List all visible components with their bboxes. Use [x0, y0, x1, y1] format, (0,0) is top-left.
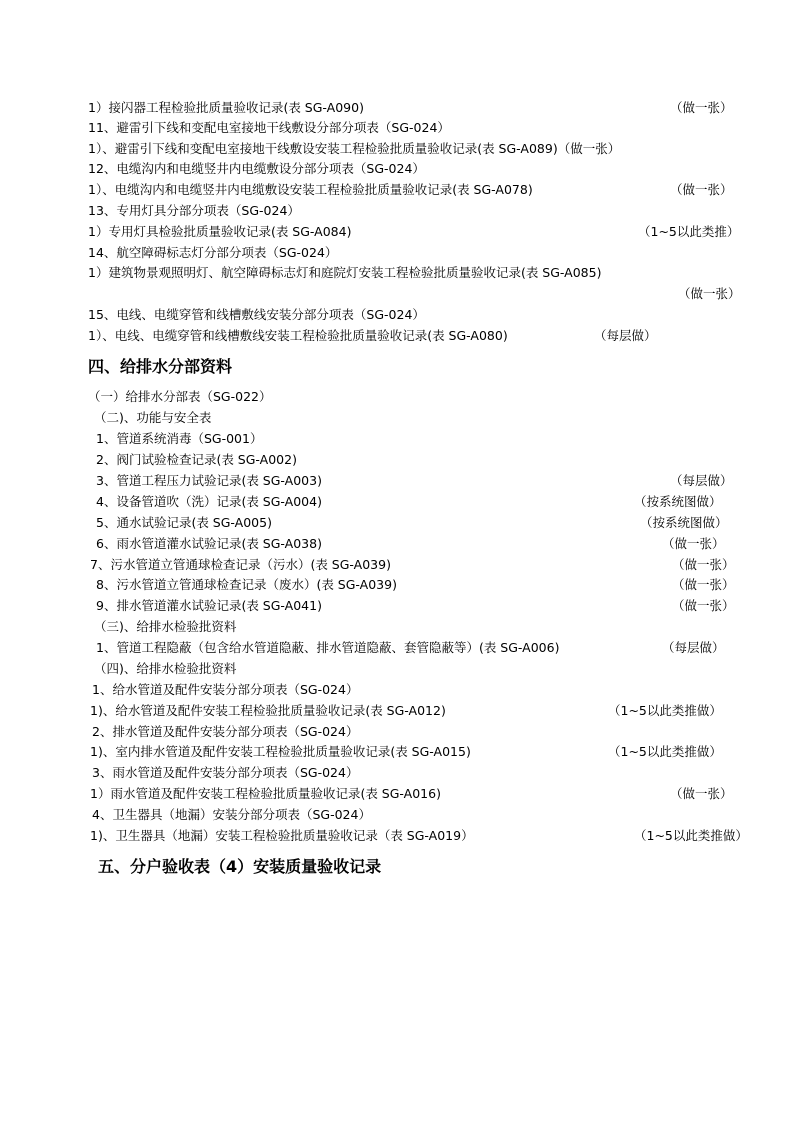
list-item: 1）接闪器工程检验批质量验收记录(表 SG-A090) [88, 100, 364, 115]
section-heading: 五、分户验收表（4）安装质量验收记录 [98, 857, 382, 876]
item-note: （做一张） [672, 598, 735, 613]
item-note: （做一张） [670, 100, 733, 115]
list-item: 3、管道工程压力试验记录(表 SG-A003) [96, 473, 322, 488]
subsection-title: 11、避雷引下线和变配电室接地干线敷设分部分项表（SG-024） [88, 120, 450, 135]
list-item: 1）建筑物景观照明灯、航空障碍标志灯和庭院灯安装工程检验批质量验收记录(表 SG-A085) [88, 265, 602, 280]
list-item: 1、管道系统消毒（SG-001） [96, 431, 263, 446]
item-note: （做一张） [662, 536, 725, 551]
item-note: （做一张） [678, 286, 741, 301]
subsection-title: 15、电线、电缆穿管和线槽敷线安装分部分项表（SG-024） [88, 307, 425, 322]
list-item: 1）、电缆沟内和电缆竖井内电缆敷设安装工程检验批质量验收记录(表 SG-A078) [88, 182, 533, 197]
item-note: （按系统图做） [640, 515, 728, 530]
item-note: （做一张） [672, 577, 735, 592]
list-item: 1)、室内排水管道及配件安装工程检验批质量验收记录(表 SG-A015) [90, 744, 471, 759]
item-note: （1~5以此类推做） [634, 828, 748, 843]
list-item: 1)、给水管道及配件安装工程检验批质量验收记录(表 SG-A012) [90, 703, 446, 718]
subsection-title: （四)、给排水检验批资料 [94, 661, 237, 676]
subsection-title: （一）给排水分部表（SG-022） [88, 389, 272, 404]
item-note: （1~5以此类推） [638, 224, 740, 239]
list-item: 2、阀门试验检查记录(表 SG-A002) [96, 452, 297, 467]
list-item: 8、污水管道立管通球检查记录（废水）(表 SG-A039) [96, 577, 397, 592]
list-item: 1）雨水管道及配件安装工程检验批质量验收记录(表 SG-A016) [90, 786, 441, 801]
list-item: 5、通水试验记录(表 SG-A005) [96, 515, 272, 530]
list-item: 1)、卫生器具（地漏）安装工程检验批质量验收记录（表 SG-A019） [90, 828, 474, 843]
subsection-title: 3、雨水管道及配件安装分部分项表（SG-024） [92, 765, 359, 780]
section-heading: 四、给排水分部资料 [88, 357, 233, 376]
subsection-title: （三)、给排水检验批资料 [94, 619, 237, 634]
item-note: （做一张） [670, 786, 733, 801]
subsection-title: 13、专用灯具分部分项表（SG-024） [88, 203, 300, 218]
list-item: 1、管道工程隐蔽（包含给水管道隐蔽、排水管道隐蔽、套管隐蔽等）(表 SG-A006) [96, 640, 560, 655]
item-note: （按系统图做） [634, 494, 722, 509]
item-note: （做一张） [672, 557, 735, 572]
subsection-title: （二)、功能与安全表 [94, 410, 212, 425]
subsection-title: 14、航空障碍标志灯分部分项表（SG-024） [88, 245, 338, 260]
list-item: 1）、电线、电缆穿管和线槽敷线安装工程检验批质量验收记录(表 SG-A080) [88, 328, 508, 343]
item-note: （每层做） [594, 328, 657, 343]
list-item: 6、雨水管道灌水试验记录(表 SG-A038) [96, 536, 322, 551]
list-item: 1）专用灯具检验批质量验收记录(表 SG-A084) [88, 224, 352, 239]
list-item: 7、污水管道立管通球检查记录（污水）(表 SG-A039) [90, 557, 391, 572]
subsection-title: 2、排水管道及配件安装分部分项表（SG-024） [92, 724, 359, 739]
list-item: 9、排水管道灌水试验记录(表 SG-A041) [96, 598, 322, 613]
list-item: 4、设备管道吹（洗）记录(表 SG-A004) [96, 494, 322, 509]
subsection-title: 12、电缆沟内和电缆竖井内电缆敷设分部分项表（SG-024） [88, 161, 425, 176]
subsection-title: 1、给水管道及配件安装分部分项表（SG-024） [92, 682, 359, 697]
item-note: （每层做） [670, 473, 733, 488]
subsection-title: 4、卫生器具（地漏）安装分部分项表（SG-024） [92, 807, 371, 822]
item-note: （1~5以此类推做） [608, 703, 722, 718]
list-item: 1）、避雷引下线和变配电室接地干线敷设安装工程检验批质量验收记录(表 SG-A089)（做一张） [88, 141, 621, 156]
item-note: （每层做） [662, 640, 725, 655]
item-note: （做一张） [670, 182, 733, 197]
item-note: （1~5以此类推做） [608, 744, 722, 759]
